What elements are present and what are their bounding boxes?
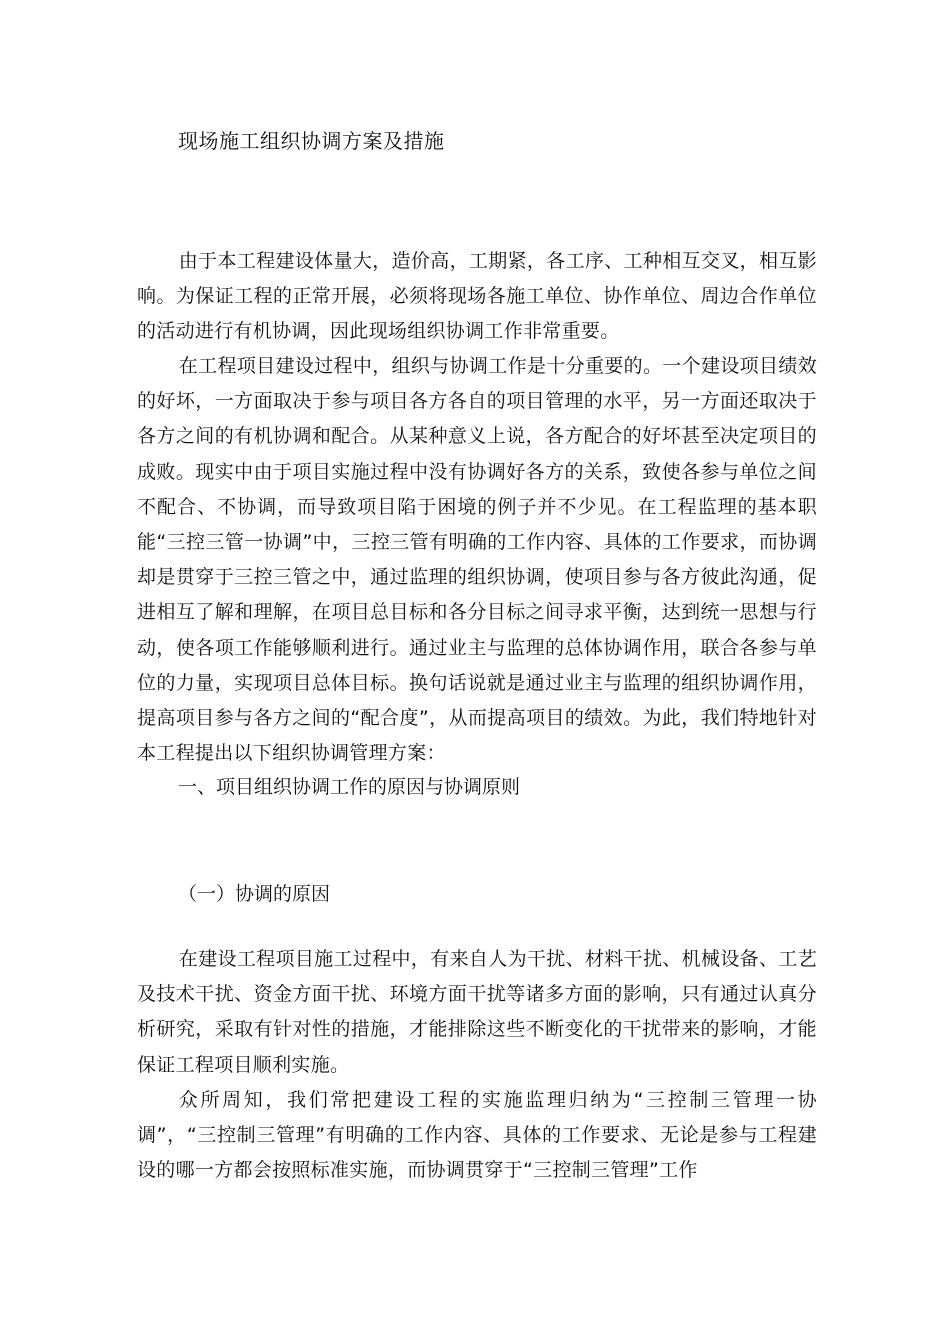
- section-heading: 一、项目组织协调工作的原因与协调原则: [178, 776, 521, 798]
- document-title: 现场施工组织协调方案及措施: [178, 129, 445, 153]
- subsection-heading: （一）协调的原因: [178, 883, 331, 905]
- intro-paragraph: 由于本工程建设体量大，造价高，工期紧，各工序、工种相互交叉，相互影响。为保证工程的正常开展，必须将现场各施工单位、协作单位、周边合作单位的活动进行有机协调，因此现场组织协调工作非常重要。: [137, 250, 817, 343]
- body-paragraph: 在工程项目建设过程中，组织与协调工作是十分重要的。一个建设项目绩效的好坏，一方面取决于参与项目各方各自的项目管理的水平，另一方面还取决于各方之间的有机协调和配合。从某种意义上说，各方配合的好坏甚至决定项目的成败。现实中由于项目实施过程中没有协调好各方的关系，致使各参与单位之间不配合、不协调，而导致项目陷于困境的例子并不少见。在工程监理的基本职能“三控三管一协调”中，三控三管有明确的工作内容、具体的工作要求，而协调却是贯穿于三控三管之中，通过监理的组织协调，使项目参与各方彼此沟通，促进相互了解和理解，在项目总目标和各分目标之间寻求平衡，达到统一思想与行动，使各项工作能够顺利进行。通过业主与监理的总体协调作用，联合各参与单位的力量，实现项目总体目标。换句话说就是通过业主与监理的组织协调作用，提高项目参与各方之间的“配合度”，从而提高项目的绩效。为此，我们特地针对本工程提出以下组织协调管理方案：: [137, 355, 817, 765]
- reason-paragraph: 在建设工程项目施工过程中，有来自人为干扰、材料干扰、机械设备、工艺及技术干扰、资金方面干扰、环境方面干扰等诸多方面的影响，只有通过认真分析研究，采取有针对性的措施，才能排除这些不断变化的干扰带来的影响，才能保证工程项目顺利实施。: [137, 948, 817, 1076]
- continued-paragraph: 众所周知，我们常把建设工程的实施监理归纳为“三控制三管理一协调”，“三控制三管理”有明确的工作内容、具体的工作要求、无论是参与工程建设的哪一方都会按照标准实施，而协调贯穿于“三控制三管理”工作: [137, 1089, 817, 1182]
